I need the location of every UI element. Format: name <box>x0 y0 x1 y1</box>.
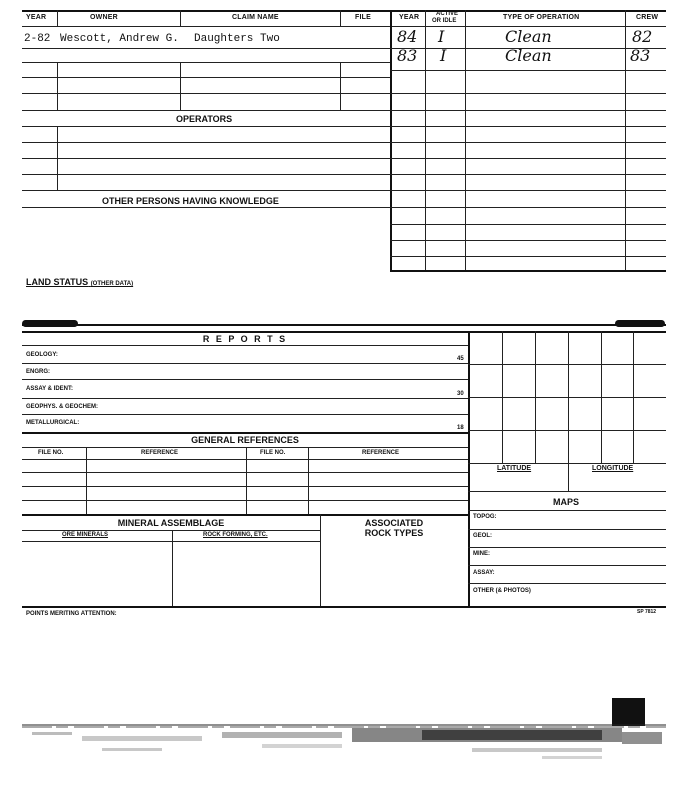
hand-year-2: 83 <box>397 46 418 65</box>
right-row-line <box>390 93 666 94</box>
top-border <box>22 10 666 12</box>
col-sep-year <box>425 10 426 270</box>
ink-blob-right <box>615 320 665 327</box>
hand-operation-2: Clean <box>505 46 552 65</box>
genref-sep <box>308 447 309 514</box>
points-meriting-attention: POINTS MERITING ATTENTION: <box>26 611 117 617</box>
right-row-line <box>390 70 666 71</box>
longitude-label: LONGITUDE <box>592 465 634 472</box>
land-status-title <box>26 277 133 287</box>
genref-col-file-no-2: FILE NO. <box>260 450 286 456</box>
maps-geol: GEOL: <box>473 533 492 539</box>
right-row-line <box>390 224 666 225</box>
hand-status-1: I <box>438 27 445 46</box>
hdr-sep <box>180 10 181 26</box>
report-assay-num: 30 <box>457 391 464 397</box>
right-row-line <box>390 174 666 175</box>
assoc-line-1: ASSOCIATED <box>364 518 424 528</box>
reports-line <box>22 379 468 380</box>
header-year-2: YEAR <box>399 14 420 21</box>
mid-separator <box>22 324 666 326</box>
land-status-label: LAND STATUS <box>26 277 89 287</box>
report-geology-label: GEOLOGY: <box>26 352 58 358</box>
maps-mine: MINE: <box>473 551 490 557</box>
assoc-line-2: ROCK TYPES <box>364 528 424 538</box>
maps-line <box>468 565 666 566</box>
row-line <box>22 174 390 175</box>
grid-v <box>568 331 569 491</box>
header-owner: OWNER <box>90 14 118 21</box>
header-type-of-operation: TYPE OF OPERATION <box>503 14 580 21</box>
hand-crew-2: 83 <box>630 46 651 65</box>
row-line <box>22 110 390 111</box>
row-line <box>22 158 390 159</box>
hand-status-2: I <box>440 46 447 65</box>
grid-h <box>468 491 666 492</box>
reports-top <box>22 331 666 333</box>
right-row-line <box>390 240 666 241</box>
maps-topog: TOPOG: <box>473 514 497 520</box>
maps-other: OTHER (& PHOTOS) <box>473 588 531 594</box>
row-sep <box>340 62 341 110</box>
genref-col-reference-1: REFERENCE <box>141 450 179 456</box>
mineral-line <box>22 541 320 542</box>
right-row-line <box>390 142 666 143</box>
maps-title: MAPS <box>553 497 580 507</box>
ink-blob-left <box>22 320 78 327</box>
genref-line <box>22 500 468 501</box>
grid-h <box>468 364 666 365</box>
reports-line <box>22 398 468 399</box>
row-line <box>22 190 390 191</box>
report-assay-label: ASSAY & IDENT: <box>26 386 74 392</box>
hand-crew-1: 82 <box>632 27 653 46</box>
row-line <box>22 48 390 49</box>
row-line <box>22 142 390 143</box>
mineral-col-sep <box>172 530 173 606</box>
operators-top <box>22 126 390 127</box>
header-active: ACTIVE <box>436 11 459 17</box>
reports-title: R E P O R T S <box>202 334 288 344</box>
report-engrg-label: ENGRG: <box>26 369 50 375</box>
hdr-sep <box>340 10 341 26</box>
mineral-line <box>22 530 320 531</box>
center-divider <box>390 10 392 270</box>
other-persons-title: OTHER PERSONS HAVING KNOWLEDGE <box>102 196 279 206</box>
row-line <box>22 93 390 94</box>
report-metallurgical-num: 18 <box>457 425 464 431</box>
header-file: FILE <box>355 14 371 21</box>
report-metallurgical-label: METALLURGICAL: <box>26 420 80 426</box>
land-status-subtitle: (OTHER DATA) <box>90 281 134 287</box>
scan-noise <box>22 718 666 778</box>
rock-forming-label: ROCK FORMING, ETC. <box>203 532 268 538</box>
genref-line <box>22 447 468 448</box>
right-bottom-line <box>390 270 666 272</box>
mineral-title: MINERAL ASSEMBLAGE <box>117 518 225 528</box>
maps-line <box>468 529 666 530</box>
header-crew: CREW <box>636 14 659 21</box>
right-row-line <box>390 256 666 257</box>
reports-line <box>22 363 468 364</box>
row-sep <box>180 62 181 110</box>
right-row-line <box>390 190 666 191</box>
header-or-idle: OR IDLE <box>432 18 457 24</box>
header-bottom-line <box>22 26 666 27</box>
mineral-bottom <box>22 606 666 608</box>
genref-sep <box>246 447 247 514</box>
row-sep <box>57 62 58 110</box>
right-row-line <box>390 110 666 111</box>
row-line <box>22 62 390 63</box>
genref-sep <box>86 447 87 514</box>
hdr-sep <box>57 10 58 26</box>
report-geology-num: 45 <box>457 356 464 362</box>
row1-owner: Wescott, Andrew G. <box>60 33 179 45</box>
ore-minerals-label: ORE MINERALS <box>62 532 109 538</box>
grid-h <box>468 463 666 464</box>
row-sep <box>57 126 58 190</box>
col-sep-crew <box>625 10 626 270</box>
genref-line <box>22 472 468 473</box>
latitude-label: LATITUDE <box>497 465 532 472</box>
genref-bottom <box>22 514 468 516</box>
row1-year: 2-82 <box>24 33 51 45</box>
right-row-line <box>390 126 666 127</box>
row1-claim-name: Daughters Two <box>194 33 280 45</box>
genref-line <box>22 459 468 460</box>
hand-operation-1: Clean <box>505 27 552 46</box>
header-year: YEAR <box>26 14 47 21</box>
genref-col-file-no-1: FILE NO. <box>38 450 64 456</box>
col-sep-active <box>465 10 466 270</box>
report-geophys-label: GEOPHYS. & GEOCHEM: <box>26 404 99 410</box>
header-claim-name: CLAIM NAME <box>232 14 279 21</box>
operators-title: OPERATORS <box>176 114 233 124</box>
maps-assay: ASSAY: <box>473 570 495 576</box>
maps-line <box>468 583 666 584</box>
general-references-title: GENERAL REFERENCES <box>191 435 299 445</box>
right-row-line <box>390 207 666 208</box>
reports-line <box>22 414 468 415</box>
reports-line <box>22 345 468 346</box>
maps-line <box>468 510 666 511</box>
genref-col-reference-2: REFERENCE <box>362 450 400 456</box>
row-line <box>22 77 390 78</box>
grid-h <box>468 397 666 398</box>
row-line <box>22 207 390 208</box>
grid-h <box>468 430 666 431</box>
reports-bottom <box>22 432 468 434</box>
maps-line <box>468 547 666 548</box>
form-code: SP 7812 <box>637 609 657 615</box>
genref-line <box>22 486 468 487</box>
right-row-line <box>390 158 666 159</box>
hand-year-1: 84 <box>397 27 418 46</box>
